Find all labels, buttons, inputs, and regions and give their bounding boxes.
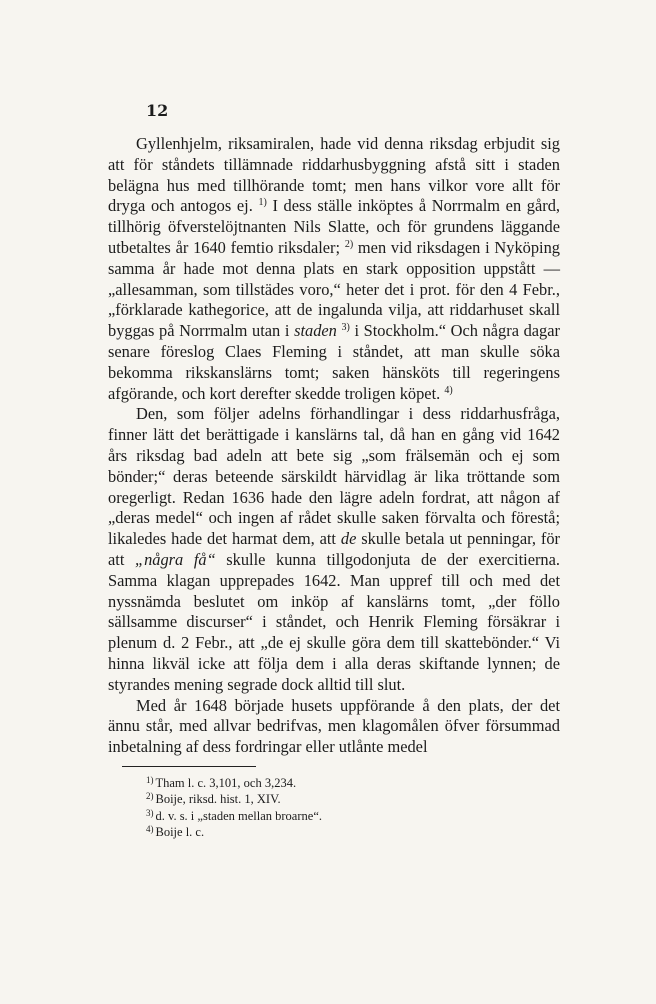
paragraph	[108, 696, 560, 758]
footnote	[146, 824, 560, 841]
text-run: Den, som följer adelns förhandlingar i dess riddarhusfråga, finner lätt det berättigade i kanslärns tal, då han en gång vid 1642 års riksdag bad adeln att bete sig „som frälsemän och ej som bönder;“ deras beteende särskildt härvidlag är lika tröttande som oregerligt. Redan 1636 hade den lägre adeln fordrat, att någon af „deras medel“ och ingen af rådet skulle saken förvalta och förestå; likaledes hade det harmat dem, att	[108, 404, 560, 549]
footnotes	[146, 775, 560, 841]
footnote-ref: 3)	[341, 322, 350, 334]
footnote	[146, 808, 560, 825]
footnote-ref: 1)	[258, 197, 267, 209]
footnote-text: d. v. s. i „staden mellan broarne“.	[155, 808, 322, 823]
emphasis-text: de	[340, 529, 357, 549]
text-run: skulle kunna tillgodonjuta de der exercitierna. Samma klagan upprepades 1642. Man uppref till och med det nyssnämda beslutet om inköp af kanslärns tomt, „der föllo sällsamme discurser“ i ståndet, och Henrik Fleming försäkrar i plenum d. 2 Febr., att „de ej skulle göra dem till skattebönder.“ Vi hinna likväl icke att följa dem i alla deras skiftande lynnen; de styrandes mening segrade dock alltid till slut.	[108, 549, 561, 694]
text-run: Med år 1648 började husets uppförande å den plats, der det ännu står, med allvar bedrifvas, men klagomålen öfver försummad inbetalning af dess fordringar eller utlånte medel	[108, 695, 560, 757]
footnote	[146, 791, 560, 808]
footnote-ref: 4)	[444, 384, 453, 396]
text-run: Gyllenhjelm, riksamiralen, hade vid denna riksdag erbjudit sig att för ståndets tillämnade riddarhusbyggning afstå sitt i staden belägna hus med tillhörande tomt; men hans vilkor vore allt för dryga och antogos ej.	[108, 134, 560, 216]
footnote-text: Boije, riksd. hist. 1, XIV.	[155, 792, 281, 807]
footnote-mark: 2)	[146, 791, 154, 802]
emphasis-text: „några få“	[134, 549, 216, 569]
page	[108, 100, 560, 841]
footnote-mark: 1)	[146, 774, 154, 785]
footnote-text: Tham l. c. 3,101, och 3,234.	[155, 775, 297, 790]
paragraph	[108, 134, 560, 404]
text-run: men vid riksdagen i Nyköping samma år hade mot denna plats en stark opposition uppstått — „allesamman, som tillstädes voro,“ heter det i prot. för den 4 Febr., „förklarade kathegorice, att de ingalunda vilja, att riddarhuset skall byggas på Norrmalm utan i	[108, 237, 560, 341]
text-run: skulle betala ut penningar, för att	[108, 529, 561, 569]
footnote	[146, 775, 560, 792]
emphasis-text: staden	[294, 321, 337, 341]
page-number: 12	[146, 101, 169, 120]
text-run: I dess ställe inköptes å Norrmalm en gård, tillhörig öfverstelöjtnanten Nils Slatte, och för grundens läggande utbetaltes år 1640 femtio riksdaler;	[108, 196, 560, 257]
footnote-text: Boije l. c.	[155, 825, 205, 840]
body-text	[108, 134, 560, 758]
footnote-mark: 3)	[146, 807, 154, 818]
footnote-divider	[122, 766, 256, 767]
text-run: i Stockholm.“ Och några dagar senare föreslog Claes Fleming i ståndet, att man skulle söka bekomma rikskanslärns tomt; saken hänsköts till regeringens afgörande, och kort derefter skedde troligen köpet.	[108, 321, 560, 403]
paragraph	[108, 404, 560, 695]
footnote-mark: 4)	[146, 824, 154, 835]
footnote-ref: 2)	[344, 238, 354, 250]
